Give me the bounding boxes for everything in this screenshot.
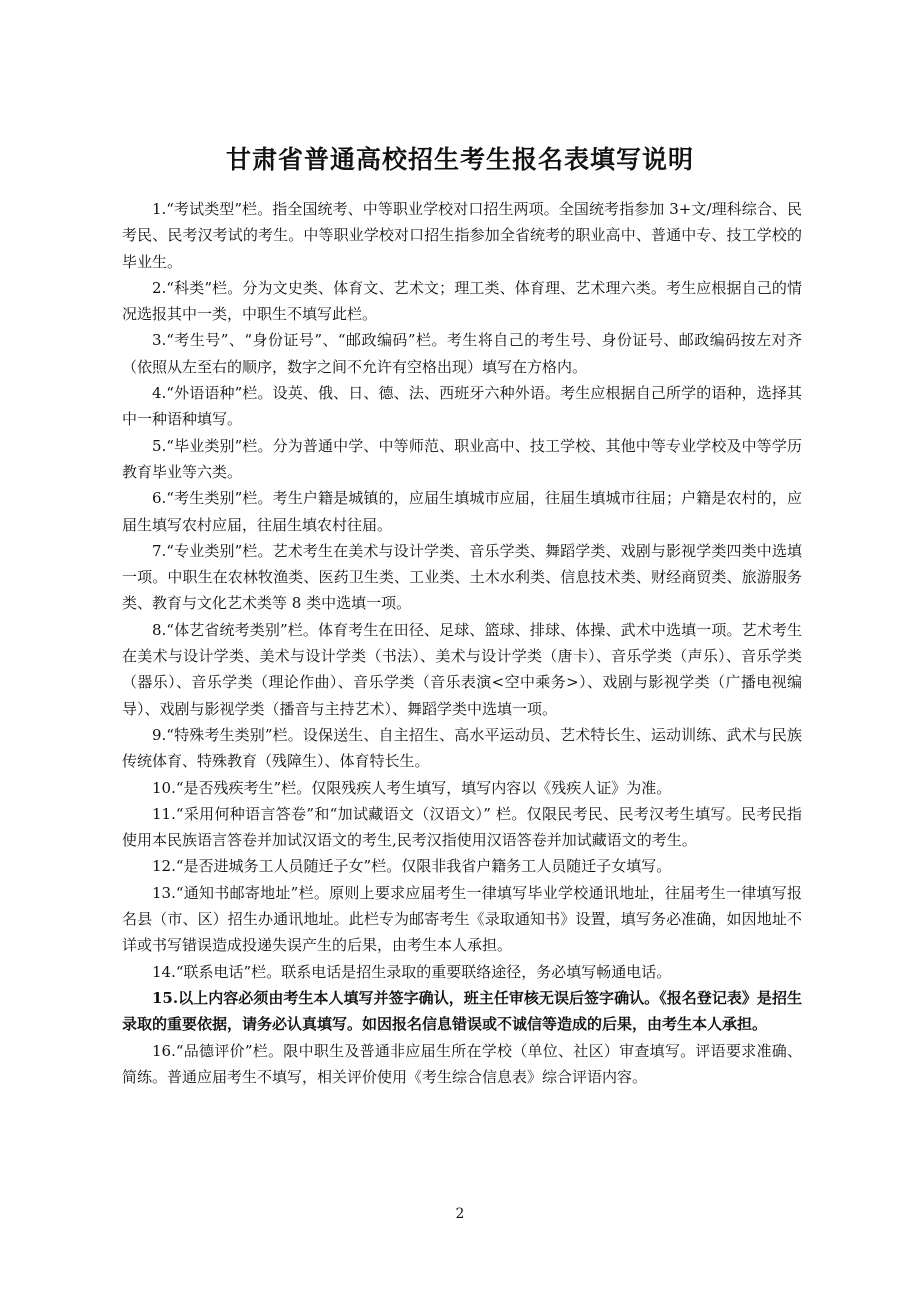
instruction-item-5: 5.“毕业类别”栏。分为普通中学、中等师范、职业高中、技工学校、其他中等专业学校及中等学历教育毕业等六类。 [122,436,802,481]
page-number: 2 [455,1206,465,1222]
instruction-item-11: 11.“采用何种语言答卷”和“加试藏语文（汉语文）” 栏。仅限民考民、民考汉考生填写。民考民指使用本民族语言答卷并加试汉语文的考生,民考汉指使用汉语答卷并加试藏语文的考生。 [122,804,802,850]
instruction-item-7: 7.“专业类别”栏。艺术考生在美术与设计学类、音乐学类、舞蹈学类、戏剧与影视学类四类中选填一项。中职生在农林牧渔类、医药卫生类、工业类、土木水利类、信息技术类、财经商贸类、旅游服务类、教育与文化艺术类等 8 类中选填一项。 [122,541,802,613]
instruction-item-2: 2.“科类”栏。分为文史类、体育文、艺术文；理工类、体育理、艺术理六类。考生应根据自己的情况选报其中一类，中职生不填写此栏。 [122,278,802,324]
instructions-body [122,196,802,1090]
instruction-item-4: 4.“外语语种”栏。设英、俄、日、德、法、西班牙六种外语。考生应根据自己所学的语种，选择其中一种语种填写。 [122,384,802,429]
instruction-item-1: 1.“考试类型”栏。指全国统考、中等职业学校对口招生两项。全国统考指参加 3+文/理科综合、民考民、民考汉考试的考生。中等职业学校对口招生指参加全省统考的职业高中、普通中专、技工学校的毕业生。 [122,200,802,271]
instruction-item-9: 9.“特殊考生类别”栏。设保送生、自主招生、高水平运动员、艺术特长生、运动训练、武术与民族传统体育、特殊教育（残障生）、体育特长生。 [122,725,802,771]
instruction-item-12: 12.“是否进城务工人员随迁子女”栏。仅限非我省户籍务工人员随迁子女填写。 [152,857,672,876]
instruction-item-6: 6.“考生类别”栏。考生户籍是城镇的，应届生填城市应届，往届生填城市往届；户籍是农村的，应届生填写农村应届，往届生填农村往届。 [122,489,802,534]
instruction-item-16: 16.“品德评价”栏。限中职生及普通非应届生所在学校（单位、社区）审查填写。评语要求准确、简练。普通应届考生不填写，相关评价使用《考生综合信息表》综合评语内容。 [122,1041,802,1086]
instruction-item-15-important: 15.以上内容必须由考生本人填写并签字确认，班主任审核无误后签字确认。《报名登记表》是招生录取的重要依据，请务必认真填写。如因报名信息错误或不诚信等造成的后果，由考生本人承担。 [122,988,802,1034]
instruction-item-8: 8.“体艺省统考类别”栏。体育考生在田径、足球、篮球、排球、体操、武术中选填一项。艺术考生在美术与设计学类、美术与设计学类（书法）、美术与设计学类（唐卡）、音乐学类（声乐）、音乐学类（器乐）、音乐学类（理论作曲）、音乐学类（音乐表演<空中乘务>）、戏剧与影视学类（广播电视编导）、戏剧与影视学类（播音与主持艺术）、舞蹈学类中选填一项。 [122,620,802,718]
instruction-item-13: 13.“通知书邮寄地址”栏。原则上要求应届考生一律填写毕业学校通讯地址，往届考生一律填写报名县（市、区）招生办通讯地址。此栏专为邮寄考生《录取通知书》设置，填写务必准确，如因地址不详或书写错误造成投递失误产生的后果，由考生本人承担。 [122,883,802,955]
page-title: 甘肃省普通高校招生考生报名表填写说明 [225,145,694,174]
instruction-item-14: 14.“联系电话”栏。联系电话是招生录取的重要联络途径，务必填写畅通电话。 [152,962,672,981]
instruction-item-3: 3.“考生号”、“身份证号”、“邮政编码”栏。考生将自己的考生号、身份证号、邮政编码按左对齐（依照从左至右的顺序，数字之间不允许有空格出现）填写在方格内。 [122,331,802,376]
instruction-item-10: 10.“是否残疾考生”栏。仅限残疾人考生填写，填写内容以《残疾人证》为准。 [152,778,672,797]
